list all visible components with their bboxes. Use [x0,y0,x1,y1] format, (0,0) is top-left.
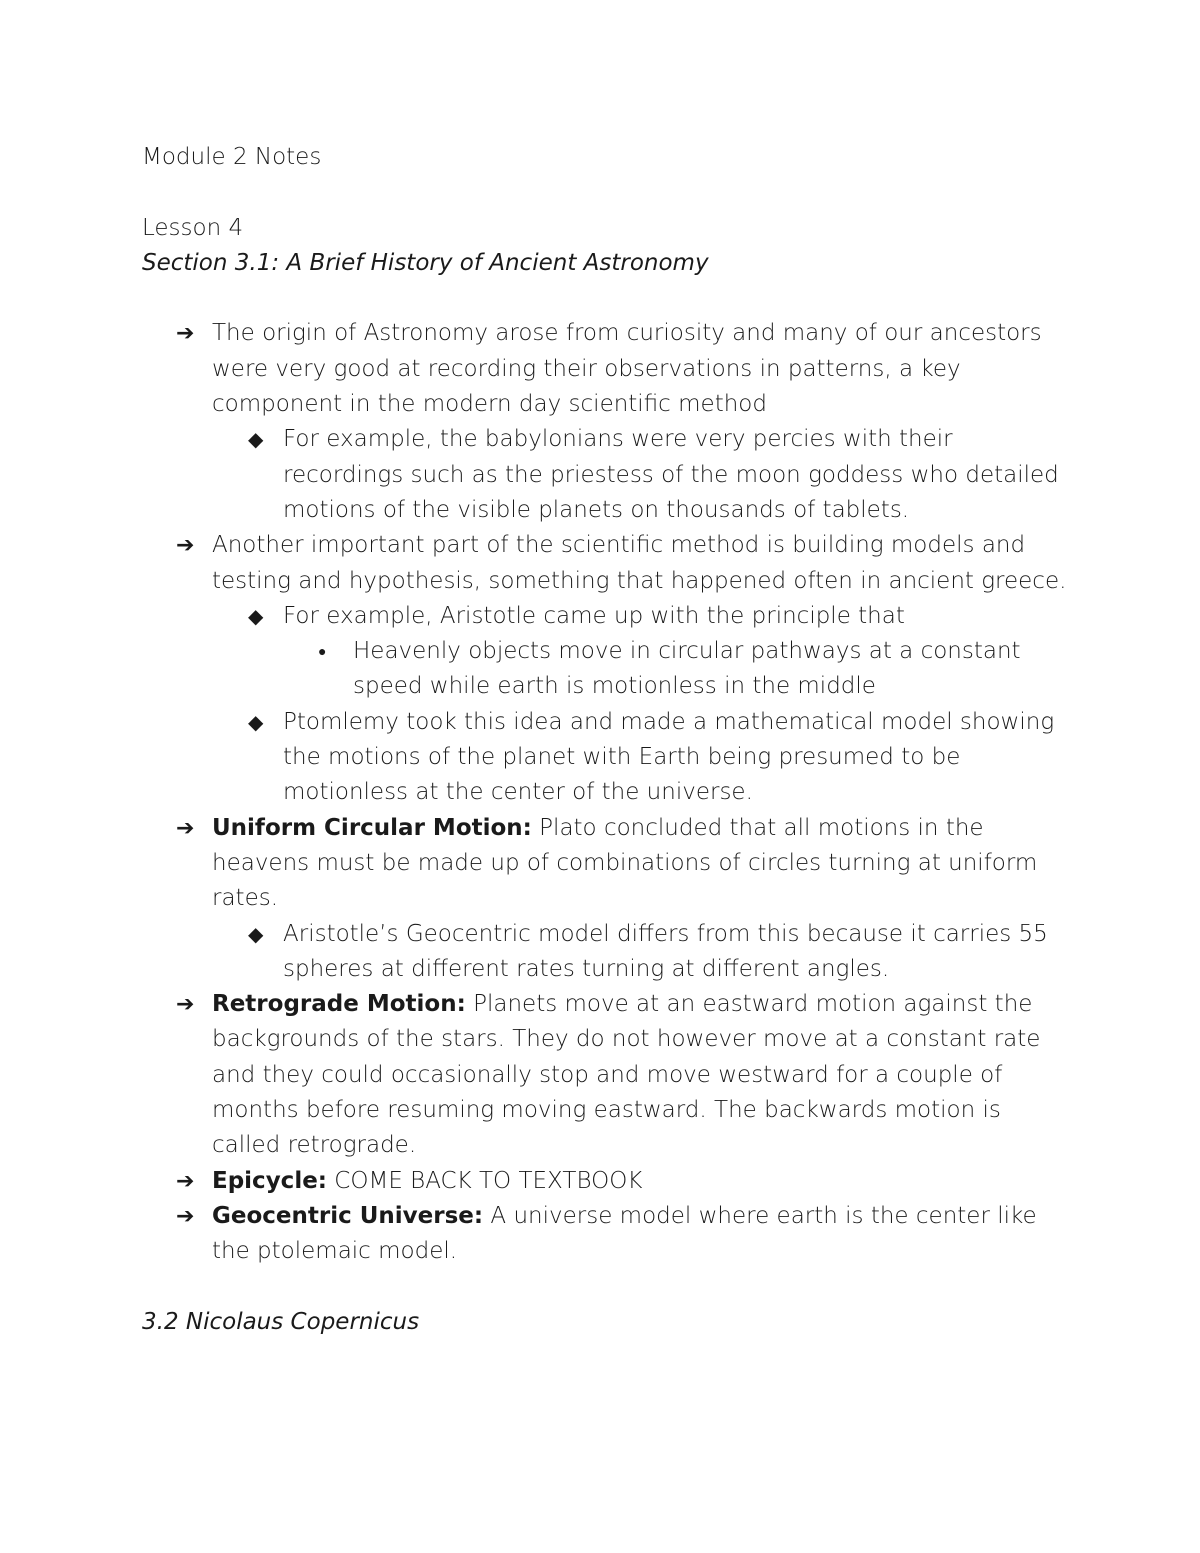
section-heading: Section 3.1: A Brief History of Ancient Astronomy [142,249,709,276]
list-item [142,811,1072,917]
list-item [142,1164,1072,1199]
blank-line [142,1270,1072,1305]
arrow-bullet-icon: ➔ [176,992,195,1018]
blank-line [142,175,1072,210]
diamond-bullet-icon: ◆ [248,603,264,628]
diamond-bullet-icon: ◆ [248,709,264,734]
list-item [142,316,1072,422]
diamond-bullet-icon: ◆ [248,921,264,946]
list-item [142,634,1072,705]
blank-line [142,281,1072,316]
list-item [142,917,1072,988]
term-definition: A universe model where earth is the center like the ptolemaic model. [212,1202,1037,1265]
arrow-bullet-icon: ➔ [176,533,195,559]
list-item-text: For example, Aristotle came up with the principle that [283,602,905,629]
list-item-text: Heavenly objects move in circular pathways at a constant speed while earth is motionless in the middle [353,638,1021,700]
term-definition: Planets move at an eastward motion against the backgrounds of the stars. They do not however move at a constant rate and they could occasionally stop and move westward for a couple of months before resuming moving eastward. The backwards motion is called retrograde. [212,991,1041,1159]
dot-bullet-icon: ● [318,644,327,661]
arrow-bullet-icon: ➔ [176,1203,195,1229]
term-label: Epicycle: [212,1167,327,1194]
term-definition: COME BACK TO TEXTBOOK [327,1167,643,1194]
section-heading: 3.2 Nicolaus Copernicus [142,1308,420,1335]
list-item-text: For example, the babylonians were very percies with their recordings such as the priestess of the moon goddess who detailed motions of the visible planets on thousands of tablets. [283,426,1059,523]
arrow-bullet-icon: ➔ [176,321,195,347]
term-definition: Plato concluded that all motions in the heavens must be made up of combinations of circles turning at uniform rates. [212,814,1038,912]
list-item-text: Aristotle’s Geocentric model differs from this because it carries 55 spheres at different rates turning at different angles. [283,920,1048,982]
document-page [142,140,1072,1340]
diamond-bullet-icon: ◆ [248,427,264,452]
term-label: Retrograde Motion: [212,991,466,1018]
list-item [142,599,1072,634]
arrow-bullet-icon: ➔ [176,1168,195,1194]
arrow-bullet-icon: ➔ [176,815,195,841]
list-item [142,987,1072,1163]
document-title: Module 2 Notes [142,144,322,170]
list-item-text: The origin of Astronomy arose from curiosity and many of our ancestors were very good at recording their observations in patterns, a key component in the modern day scientific method [212,320,1042,418]
list-item [142,1199,1072,1270]
list-item-text: Ptomlemy took this idea and made a mathematical model showing the motions of the planet with Earth being presumed to be motionless at the center of the universe. [283,708,1055,806]
term-label: Geocentric Universe: [212,1202,484,1229]
list-item [142,528,1072,599]
list-item [142,705,1072,811]
list-item [142,422,1072,528]
term-label: Uniform Circular Motion: [212,814,532,841]
list-item-text: Another important part of the scientific method is building models and testing and hypothesis, something that happened often in ancient greece. [212,532,1067,594]
lesson-heading: Lesson 4 [142,214,244,241]
